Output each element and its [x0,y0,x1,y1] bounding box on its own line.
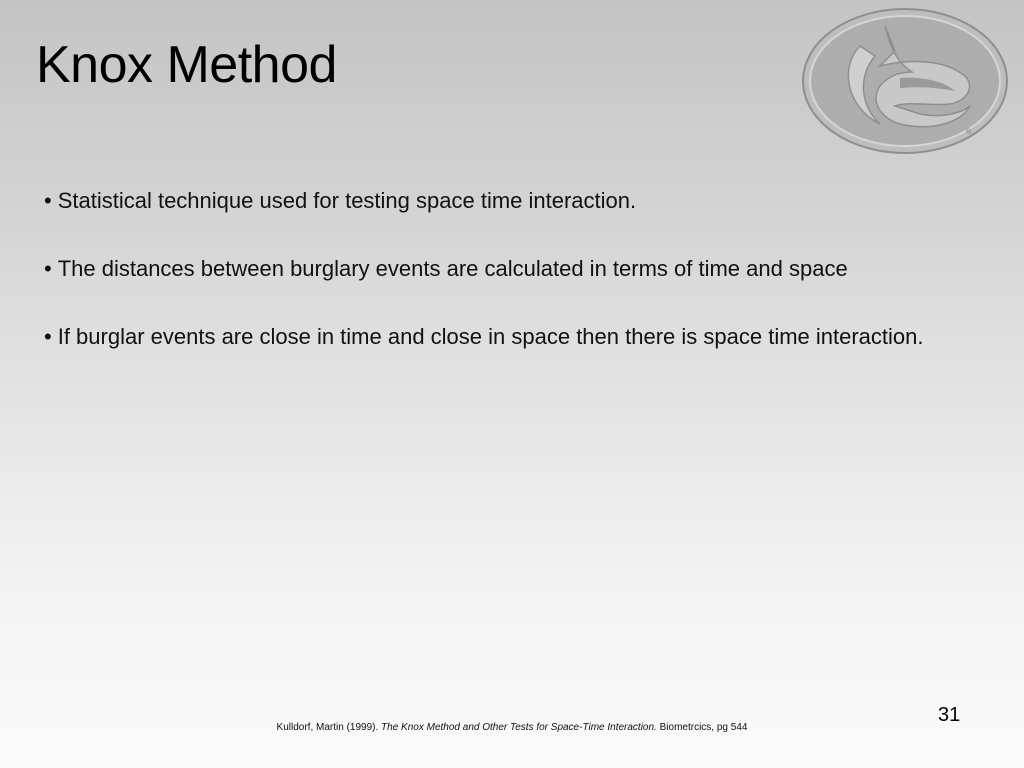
registered-mark: ® [966,129,972,136]
slide-number: 31 [938,704,961,726]
nittany-lion-logo-icon [800,6,1010,156]
citation-source: Biometrcics, pg 544 [659,722,748,733]
bullet-marker: • [44,188,52,213]
bullet-marker: • [44,256,52,281]
citation-author-year: Kulldorf, Martin (1999). [276,722,379,733]
bullet-item [44,252,944,286]
slide-title: Knox Method [36,36,337,94]
bullet-text: If burglar events are close in time and close in space then there is space time interaction. [57,324,924,349]
citation [0,722,1024,733]
bullet-text: Statistical technique used for testing space time interaction. [57,188,637,213]
bullet-item [44,320,944,354]
citation-work-title: The Knox Method and Other Tests for Space-Time Interaction. [381,722,657,733]
bullet-item [44,184,944,218]
bullet-text: The distances between burglary events are calculated in terms of time and space [57,256,848,281]
bullet-list [44,184,944,388]
bullet-marker: • [44,324,52,349]
